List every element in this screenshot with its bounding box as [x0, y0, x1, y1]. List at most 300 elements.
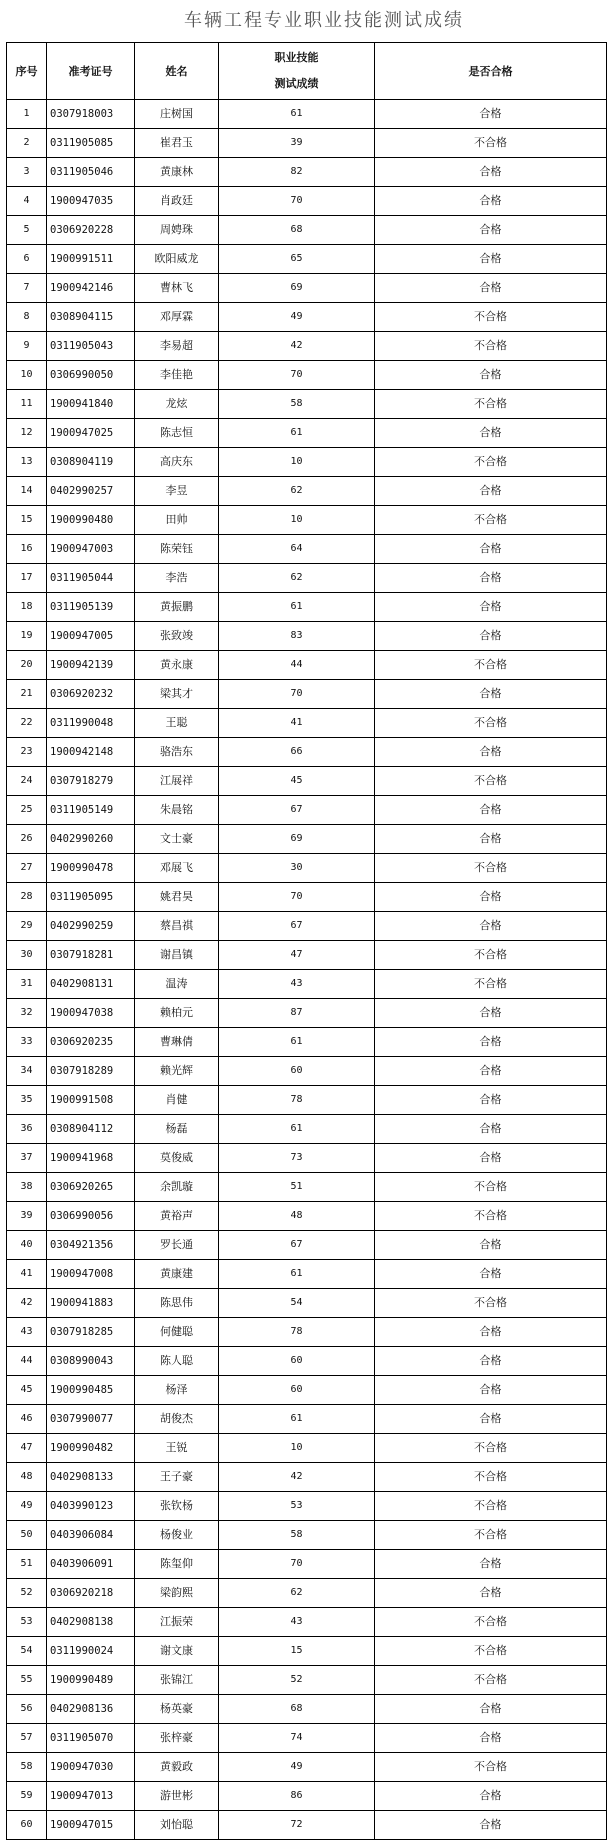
cell-exam-id: 0308990043	[47, 1347, 135, 1376]
table-row	[7, 825, 607, 854]
cell-exam-id: 1900947035	[47, 187, 135, 216]
cell-exam-id: 0402908133	[47, 1463, 135, 1492]
cell-exam-id: 0402908136	[47, 1695, 135, 1724]
table-row	[7, 1347, 607, 1376]
cell-pass: 合格	[375, 796, 607, 825]
cell-name: 邓厚霖	[135, 303, 219, 332]
cell-score: 39	[219, 129, 375, 158]
cell-score: 60	[219, 1057, 375, 1086]
cell-exam-id: 0306920232	[47, 680, 135, 709]
table-row	[7, 303, 607, 332]
cell-name: 崔君玉	[135, 129, 219, 158]
cell-pass: 不合格	[375, 332, 607, 361]
cell-name: 李昱	[135, 477, 219, 506]
cell-score: 58	[219, 1521, 375, 1550]
table-row	[7, 680, 607, 709]
cell-score: 60	[219, 1376, 375, 1405]
cell-no: 38	[7, 1173, 47, 1202]
table-row	[7, 1115, 607, 1144]
cell-pass: 不合格	[375, 1434, 607, 1463]
cell-pass: 合格	[375, 825, 607, 854]
cell-score: 61	[219, 1115, 375, 1144]
cell-score: 61	[219, 593, 375, 622]
cell-name: 张钦杨	[135, 1492, 219, 1521]
cell-no: 21	[7, 680, 47, 709]
table-row	[7, 1608, 607, 1637]
cell-name: 梁韵熙	[135, 1579, 219, 1608]
table-row	[7, 477, 607, 506]
header-score-line2: 测试成绩	[274, 77, 319, 90]
cell-name: 蔡昌祺	[135, 912, 219, 941]
cell-name: 王子豪	[135, 1463, 219, 1492]
table-row	[7, 622, 607, 651]
cell-score: 73	[219, 1144, 375, 1173]
cell-pass: 不合格	[375, 1202, 607, 1231]
table-row	[7, 912, 607, 941]
cell-name: 黄毅政	[135, 1753, 219, 1782]
cell-score: 70	[219, 680, 375, 709]
cell-no: 42	[7, 1289, 47, 1318]
cell-no: 51	[7, 1550, 47, 1579]
cell-pass: 合格	[375, 593, 607, 622]
cell-pass: 不合格	[375, 1521, 607, 1550]
cell-no: 10	[7, 361, 47, 390]
cell-name: 陈思伟	[135, 1289, 219, 1318]
cell-pass: 不合格	[375, 854, 607, 883]
cell-exam-id: 1900991511	[47, 245, 135, 274]
cell-no: 58	[7, 1753, 47, 1782]
cell-no: 26	[7, 825, 47, 854]
cell-score: 54	[219, 1289, 375, 1318]
cell-exam-id: 0311905095	[47, 883, 135, 912]
table-row	[7, 535, 607, 564]
cell-exam-id: 0402990260	[47, 825, 135, 854]
cell-score: 67	[219, 912, 375, 941]
cell-exam-id: 0402908138	[47, 1608, 135, 1637]
cell-no: 40	[7, 1231, 47, 1260]
cell-score: 49	[219, 1753, 375, 1782]
cell-score: 72	[219, 1811, 375, 1840]
cell-score: 69	[219, 274, 375, 303]
cell-score: 62	[219, 477, 375, 506]
cell-exam-id: 0403990123	[47, 1492, 135, 1521]
cell-score: 61	[219, 419, 375, 448]
cell-exam-id: 0311905046	[47, 158, 135, 187]
cell-pass: 合格	[375, 1318, 607, 1347]
cell-score: 51	[219, 1173, 375, 1202]
cell-score: 70	[219, 187, 375, 216]
cell-name: 文士豪	[135, 825, 219, 854]
cell-exam-id: 0311905070	[47, 1724, 135, 1753]
cell-exam-id: 0307918289	[47, 1057, 135, 1086]
cell-score: 68	[219, 1695, 375, 1724]
header-score	[219, 43, 375, 100]
table-row	[7, 390, 607, 419]
cell-no: 2	[7, 129, 47, 158]
cell-score: 66	[219, 738, 375, 767]
cell-pass: 不合格	[375, 767, 607, 796]
cell-score: 61	[219, 100, 375, 129]
cell-pass: 不合格	[375, 1463, 607, 1492]
cell-no: 24	[7, 767, 47, 796]
cell-pass: 不合格	[375, 1492, 607, 1521]
table-row	[7, 738, 607, 767]
table-row	[7, 1724, 607, 1753]
cell-pass: 不合格	[375, 129, 607, 158]
cell-no: 36	[7, 1115, 47, 1144]
table-row	[7, 796, 607, 825]
table-row	[7, 1028, 607, 1057]
cell-name: 黄康建	[135, 1260, 219, 1289]
cell-score: 49	[219, 303, 375, 332]
cell-exam-id: 0307918279	[47, 767, 135, 796]
cell-no: 41	[7, 1260, 47, 1289]
cell-no: 17	[7, 564, 47, 593]
cell-name: 李浩	[135, 564, 219, 593]
cell-pass: 合格	[375, 1115, 607, 1144]
table-row	[7, 651, 607, 680]
cell-no: 49	[7, 1492, 47, 1521]
cell-pass: 合格	[375, 1144, 607, 1173]
table-row	[7, 999, 607, 1028]
cell-name: 赖光辉	[135, 1057, 219, 1086]
table-row	[7, 1492, 607, 1521]
cell-score: 15	[219, 1637, 375, 1666]
table-row	[7, 361, 607, 390]
table-row	[7, 1057, 607, 1086]
header-exam-id: 准考证号	[47, 43, 135, 100]
cell-score: 70	[219, 1550, 375, 1579]
table-row	[7, 1260, 607, 1289]
table-row	[7, 100, 607, 129]
cell-score: 64	[219, 535, 375, 564]
cell-name: 黄康林	[135, 158, 219, 187]
cell-score: 52	[219, 1666, 375, 1695]
table-row	[7, 593, 607, 622]
table-row	[7, 1289, 607, 1318]
cell-name: 曹琳倩	[135, 1028, 219, 1057]
cell-exam-id: 1900990480	[47, 506, 135, 535]
cell-name: 胡俊杰	[135, 1405, 219, 1434]
cell-name: 高庆东	[135, 448, 219, 477]
cell-pass: 合格	[375, 361, 607, 390]
cell-pass: 合格	[375, 158, 607, 187]
cell-pass: 不合格	[375, 651, 607, 680]
table-row	[7, 970, 607, 999]
header-pass: 是否合格	[375, 43, 607, 100]
cell-pass: 不合格	[375, 1666, 607, 1695]
cell-no: 46	[7, 1405, 47, 1434]
cell-pass: 合格	[375, 1550, 607, 1579]
cell-exam-id: 1900942148	[47, 738, 135, 767]
cell-exam-id: 0311990024	[47, 1637, 135, 1666]
cell-no: 9	[7, 332, 47, 361]
cell-name: 江振荣	[135, 1608, 219, 1637]
header-name: 姓名	[135, 43, 219, 100]
cell-exam-id: 0306920218	[47, 1579, 135, 1608]
cell-pass: 合格	[375, 1405, 607, 1434]
cell-pass: 合格	[375, 274, 607, 303]
cell-name: 邓展飞	[135, 854, 219, 883]
cell-name: 王锐	[135, 1434, 219, 1463]
cell-name: 王聪	[135, 709, 219, 738]
cell-name: 朱晨铭	[135, 796, 219, 825]
cell-name: 姚君昊	[135, 883, 219, 912]
cell-pass: 合格	[375, 883, 607, 912]
cell-no: 30	[7, 941, 47, 970]
table-row	[7, 767, 607, 796]
cell-pass: 不合格	[375, 1289, 607, 1318]
table-row	[7, 1753, 607, 1782]
cell-no: 39	[7, 1202, 47, 1231]
cell-no: 8	[7, 303, 47, 332]
cell-pass: 合格	[375, 100, 607, 129]
cell-no: 33	[7, 1028, 47, 1057]
cell-name: 余凯璇	[135, 1173, 219, 1202]
cell-score: 43	[219, 1608, 375, 1637]
cell-score: 65	[219, 245, 375, 274]
table-row	[7, 419, 607, 448]
cell-no: 35	[7, 1086, 47, 1115]
cell-pass: 不合格	[375, 390, 607, 419]
cell-score: 53	[219, 1492, 375, 1521]
cell-exam-id: 1900947030	[47, 1753, 135, 1782]
cell-name: 张梓豪	[135, 1724, 219, 1753]
cell-no: 1	[7, 100, 47, 129]
cell-exam-id: 0306920265	[47, 1173, 135, 1202]
cell-pass: 合格	[375, 1057, 607, 1086]
cell-name: 庄树国	[135, 100, 219, 129]
cell-name: 江展祥	[135, 767, 219, 796]
cell-exam-id: 1900941883	[47, 1289, 135, 1318]
table-row	[7, 129, 607, 158]
cell-score: 10	[219, 506, 375, 535]
cell-no: 6	[7, 245, 47, 274]
table-row	[7, 1695, 607, 1724]
cell-score: 78	[219, 1318, 375, 1347]
cell-no: 32	[7, 999, 47, 1028]
cell-pass: 合格	[375, 187, 607, 216]
cell-no: 12	[7, 419, 47, 448]
cell-no: 19	[7, 622, 47, 651]
cell-score: 60	[219, 1347, 375, 1376]
table-row	[7, 1463, 607, 1492]
table-row	[7, 941, 607, 970]
cell-no: 14	[7, 477, 47, 506]
cell-score: 68	[219, 216, 375, 245]
table-row	[7, 245, 607, 274]
cell-exam-id: 1900942139	[47, 651, 135, 680]
cell-name: 杨磊	[135, 1115, 219, 1144]
cell-name: 温涛	[135, 970, 219, 999]
cell-score: 30	[219, 854, 375, 883]
cell-score: 67	[219, 796, 375, 825]
cell-pass: 合格	[375, 1724, 607, 1753]
cell-score: 10	[219, 448, 375, 477]
table-row	[7, 216, 607, 245]
cell-pass: 不合格	[375, 709, 607, 738]
cell-name: 杨英豪	[135, 1695, 219, 1724]
cell-no: 60	[7, 1811, 47, 1840]
cell-no: 15	[7, 506, 47, 535]
cell-exam-id: 1900947005	[47, 622, 135, 651]
cell-score: 58	[219, 390, 375, 419]
table-header-row	[7, 43, 607, 100]
cell-score: 42	[219, 332, 375, 361]
table-row	[7, 1086, 607, 1115]
cell-exam-id: 1900990478	[47, 854, 135, 883]
cell-exam-id: 1900990485	[47, 1376, 135, 1405]
cell-name: 陈人聪	[135, 1347, 219, 1376]
cell-score: 43	[219, 970, 375, 999]
cell-exam-id: 0307918003	[47, 100, 135, 129]
cell-no: 16	[7, 535, 47, 564]
cell-pass: 合格	[375, 999, 607, 1028]
cell-no: 55	[7, 1666, 47, 1695]
cell-exam-id: 0306990056	[47, 1202, 135, 1231]
cell-pass: 合格	[375, 535, 607, 564]
cell-pass: 合格	[375, 1782, 607, 1811]
cell-no: 5	[7, 216, 47, 245]
cell-name: 杨俊业	[135, 1521, 219, 1550]
cell-pass: 合格	[375, 1695, 607, 1724]
cell-name: 周娉珠	[135, 216, 219, 245]
cell-no: 31	[7, 970, 47, 999]
cell-no: 25	[7, 796, 47, 825]
cell-exam-id: 0307990077	[47, 1405, 135, 1434]
cell-exam-id: 1900947003	[47, 535, 135, 564]
cell-pass: 不合格	[375, 303, 607, 332]
cell-no: 44	[7, 1347, 47, 1376]
cell-pass: 合格	[375, 564, 607, 593]
cell-no: 28	[7, 883, 47, 912]
table-row	[7, 1550, 607, 1579]
header-no: 序号	[7, 43, 47, 100]
table-row	[7, 1405, 607, 1434]
cell-exam-id: 0311905139	[47, 593, 135, 622]
cell-score: 78	[219, 1086, 375, 1115]
cell-pass: 合格	[375, 1811, 607, 1840]
cell-score: 87	[219, 999, 375, 1028]
cell-score: 48	[219, 1202, 375, 1231]
table-row	[7, 1144, 607, 1173]
table-row	[7, 274, 607, 303]
cell-score: 86	[219, 1782, 375, 1811]
table-row	[7, 187, 607, 216]
cell-score: 44	[219, 651, 375, 680]
cell-name: 谢文康	[135, 1637, 219, 1666]
cell-pass: 合格	[375, 912, 607, 941]
cell-name: 谢昌镇	[135, 941, 219, 970]
cell-no: 7	[7, 274, 47, 303]
cell-no: 3	[7, 158, 47, 187]
cell-pass: 合格	[375, 419, 607, 448]
cell-pass: 合格	[375, 1231, 607, 1260]
cell-no: 11	[7, 390, 47, 419]
cell-name: 肖政廷	[135, 187, 219, 216]
cell-score: 83	[219, 622, 375, 651]
cell-no: 45	[7, 1376, 47, 1405]
table-row	[7, 1318, 607, 1347]
cell-score: 47	[219, 941, 375, 970]
cell-score: 42	[219, 1463, 375, 1492]
table-row	[7, 564, 607, 593]
cell-name: 赖柏元	[135, 999, 219, 1028]
cell-exam-id: 0304921356	[47, 1231, 135, 1260]
cell-pass: 合格	[375, 216, 607, 245]
cell-name: 何健聪	[135, 1318, 219, 1347]
cell-exam-id: 1900947025	[47, 419, 135, 448]
cell-exam-id: 0308904112	[47, 1115, 135, 1144]
cell-exam-id: 0311905043	[47, 332, 135, 361]
cell-exam-id: 1900990489	[47, 1666, 135, 1695]
table-row	[7, 1579, 607, 1608]
cell-no: 52	[7, 1579, 47, 1608]
cell-no: 20	[7, 651, 47, 680]
cell-exam-id: 1900947013	[47, 1782, 135, 1811]
cell-exam-id: 1900947015	[47, 1811, 135, 1840]
cell-name: 黄振鹏	[135, 593, 219, 622]
cell-pass: 合格	[375, 477, 607, 506]
cell-name: 曹林飞	[135, 274, 219, 303]
table-row	[7, 1521, 607, 1550]
cell-pass: 不合格	[375, 1637, 607, 1666]
cell-name: 黄裕声	[135, 1202, 219, 1231]
table-row	[7, 883, 607, 912]
cell-exam-id: 0403906084	[47, 1521, 135, 1550]
cell-pass: 不合格	[375, 1173, 607, 1202]
cell-name: 张致竣	[135, 622, 219, 651]
page-title: 车辆工程专业职业技能测试成绩	[184, 10, 464, 31]
cell-exam-id: 1900942146	[47, 274, 135, 303]
cell-exam-id: 0307918285	[47, 1318, 135, 1347]
cell-exam-id: 0307918281	[47, 941, 135, 970]
cell-no: 50	[7, 1521, 47, 1550]
table-row	[7, 709, 607, 738]
table-row	[7, 1202, 607, 1231]
cell-exam-id: 0311990048	[47, 709, 135, 738]
cell-name: 刘怡聪	[135, 1811, 219, 1840]
table-row	[7, 1173, 607, 1202]
cell-score: 82	[219, 158, 375, 187]
cell-pass: 合格	[375, 622, 607, 651]
cell-no: 56	[7, 1695, 47, 1724]
cell-name: 肖健	[135, 1086, 219, 1115]
cell-score: 74	[219, 1724, 375, 1753]
cell-exam-id: 0306920228	[47, 216, 135, 245]
table-row	[7, 1782, 607, 1811]
cell-name: 游世彬	[135, 1782, 219, 1811]
table-row	[7, 506, 607, 535]
cell-pass: 不合格	[375, 1753, 607, 1782]
cell-exam-id: 1900941840	[47, 390, 135, 419]
cell-name: 李易超	[135, 332, 219, 361]
cell-name: 陈荣钰	[135, 535, 219, 564]
table-row	[7, 332, 607, 361]
cell-pass: 不合格	[375, 448, 607, 477]
cell-no: 23	[7, 738, 47, 767]
cell-score: 67	[219, 1231, 375, 1260]
cell-name: 罗长通	[135, 1231, 219, 1260]
cell-score: 70	[219, 883, 375, 912]
cell-name: 李佳艳	[135, 361, 219, 390]
cell-exam-id: 0311905044	[47, 564, 135, 593]
cell-exam-id: 0306920235	[47, 1028, 135, 1057]
cell-name: 龙炫	[135, 390, 219, 419]
cell-name: 欧阳威龙	[135, 245, 219, 274]
cell-score: 61	[219, 1028, 375, 1057]
table-row	[7, 1666, 607, 1695]
